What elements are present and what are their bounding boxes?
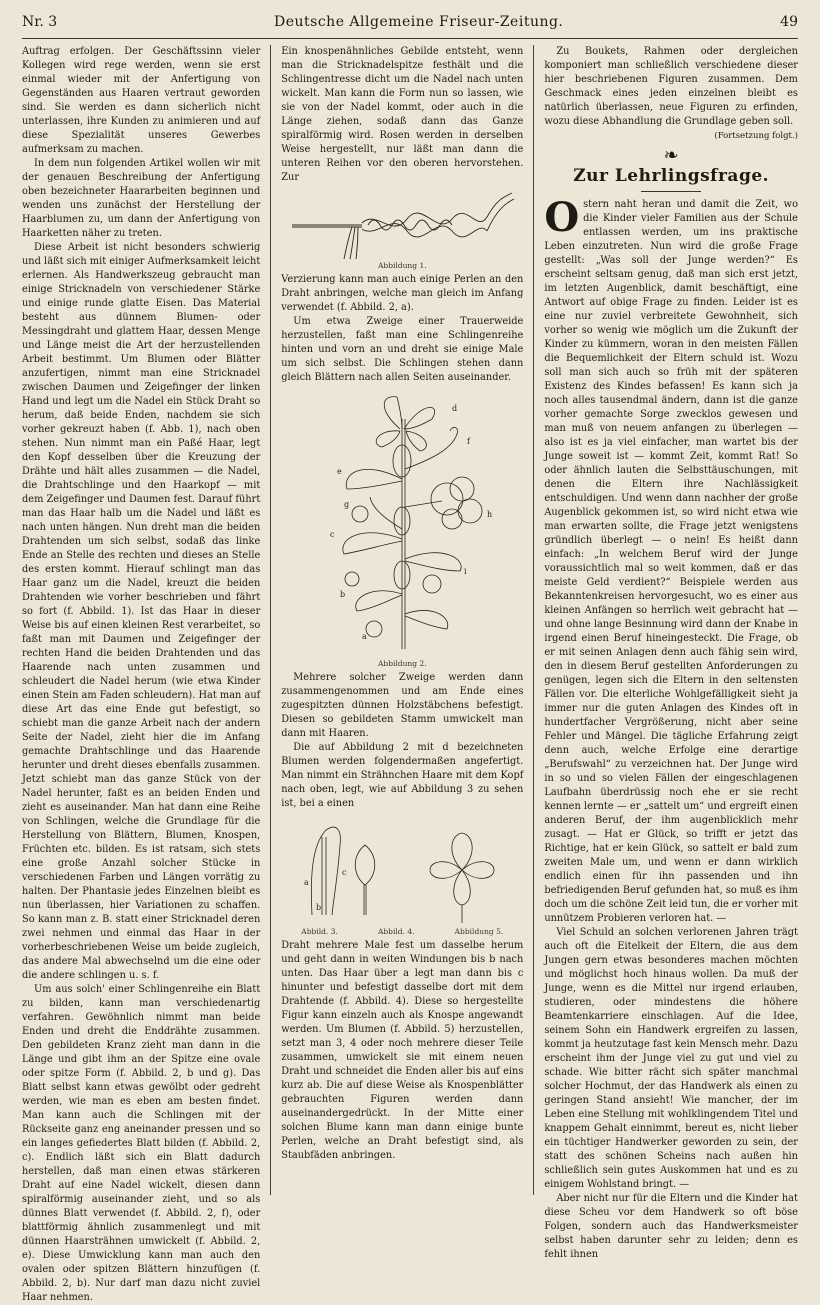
column-2 [281, 45, 523, 1195]
issue-number: Nr. 3 [22, 14, 58, 30]
figure-label: g [344, 500, 350, 509]
figure-1 [281, 189, 523, 271]
continued-note: (Fortsetzung folgt.) [714, 131, 798, 141]
hair-loop-illustration [282, 189, 522, 261]
paragraph [544, 194, 798, 926]
paragraph: In dem nun folgenden Artikel wollen wir mit der genauen Beschreibung der Anfertigung oben bezeichneter Haararbeiten beginnen und wenden uns zunächst der Herstellung der Haarblumen zu, um dann der Anfertigung von Haarketten näher zu treten. [22, 158, 261, 239]
figure-label: c [342, 868, 347, 877]
figure-label: a [304, 878, 310, 887]
paragraph: Auftrag erfolgen. Der Geschäftssinn vieler Kollegen wird rege werden, wenn sie erst einmal wieder mit der Anfertigung von Gegenständen aus Haaren vertraut geworden sind. Sie werden es dann sicherlich nicht unterlassen, ihre Kunden zu animieren und auf diese Spezialität unseres Gewerbes aufmerksam zu machen. [22, 46, 261, 155]
figure-2 [281, 389, 523, 669]
figure-caption: Abbildung 2. [377, 659, 427, 668]
figure-caption: Abbildung 1. [377, 261, 427, 270]
figure-label: c [330, 530, 335, 539]
paragraph: Viel Schuld an solchen verlorenen Jahren trägt auch oft die Eitelkeit der Eltern, die aus dem Jungen gern etwas besonderes machen möchten und möglichst hoch hinaus wollen. Da muß der Junge, wenn es die Mittel nur irgend erlauben, studieren, oder mindestens die höhere Beamtenkarriere einschlagen. Auf die Idee, seinem Sohn ein Handwerk ergreifen zu lassen, kommt ja heutzutage fast kein Mensch mehr. Dazu erscheint ihm der Junge viel zu gut und viel zu schade. Wie bitter rächt sich später manchmal solcher Hochmut, der das Handwerk als einen zu geringen Stand ansieht! Wie mancher, der im Leben eine Stellung mit wohlklingendem Titel und knappem Gehalt einnimmt, bereut es, nicht lieber ein tüchtiger Handwerker geworden zu sein, der statt des schönen Scheins nach außen hin schließlich sein gutes Auskommen hat und es zu einigem Wohlstand bringt. — [544, 927, 798, 1190]
figure-label: e [337, 467, 343, 476]
columns [22, 45, 798, 1303]
hair-petal-illustrations [282, 815, 522, 927]
figure-label: f [467, 437, 471, 446]
figure-label: b [316, 903, 322, 912]
column-1 [22, 45, 261, 1303]
figure-label: a [362, 632, 368, 641]
column-divider [533, 45, 534, 1195]
column-3 [544, 45, 798, 1260]
paragraph: Um aus solch' einer Schlingenreihe ein Blatt zu bilden, kann man verschiedenartig verfahren. Gewöhnlich nimmt man beide Enden und dreht die Enddrähte zusammen. Den gebildeten Kranz zieht man dann in die Länge und gibt ihm an der Spitze eine ovale oder spitze Form (f. Abbild. 2, b und g). Das Blatt selbst kann etwas gewölbt oder gedreht werden, wie man es eben am besten findet. Man kann auch die Schlingen mit der Rückseite ganz eng aneinander pressen und so ein langes gefiedertes Blatt bilden (f. Abbild. 2, c). Endlich läßt sich ein Blatt dadurch herstellen, daß man einen etwas stärkeren Draht auf eine Nadel wickelt, diesen dann spiralförmig auseinander zieht, und so als dünnes Blatt verwendet (f. Abbild. 2, f), oder blattförmig ähnlich zusammenlegt und mit dünnen Haarsträhnen umwickelt (f. Abbild. 2, e). Diese Umwicklung kann man auch den ovalen oder spitzen Blättern hinzufügen (f. Abbild. 2, b). Nur darf man dazu nicht zuviel Haar nehmen. [22, 984, 261, 1303]
title-rule [641, 191, 701, 192]
paragraph: Die auf Abbildung 2 mit d bezeichneten Blumen werden folgendermaßen angefertigt. Man nimmt ein Strähnchen Haare mit dem Kopf nach oben, legt, wie auf Abbildung 3 zu sehen ist, bei a einen [281, 742, 524, 809]
figure-captions [281, 927, 523, 937]
figure-caption: Abbild. 3. [301, 927, 338, 936]
paragraph-text: stern naht heran und damit die Zeit, wo die Kinder vieler Familien aus der Schule entlassen werden, um ins praktische Leben einzutreten. Nun wird die große Frage gestellt: „Was soll der Junge werden?“ Es erscheint seltsam genug, daß man sich erst jetzt, im letzten Augenblick, damit beschäftigt, eine Antwort auf obige Frage zu finden. Leider ist es eine nur zuviel verbreitete Gewohnheit, sich vorher so wenig wie möglich um die Zukunft der Kinder zu kümmern, woran in den meisten Fällen die Bequemlichkeit der Eltern schuld ist. Wozu soll man sich auch so früh mit der späteren Existenz des Kindes befassen! Es kann sich ja noch alles tausendmal ändern, dann ist die ganze vorher gemachte Sorge zwecklos gewesen und man muß von neuem anfangen zu überlegen — also ist es ja viel einfacher, man wartet bis der Junge soweit ist — kommt Zeit, kommt Rat! So oder ähnlich lauten die Selbsttäuschungen, mit denen die Eltern ihre Nachlässigkeit entschuldigen. Und wenn dann nachher der große Augenblick gekommen ist, so wird nicht etwa wie man erwarten sollte, die Frage jetzt wenigstens gründlich überlegt — o nein! Es heißt dann einfach: „In welchem Beruf wird der Junge voraussichtlich mal so weit kommen, daß er das meiste Geld verdient?“ Beispiele werden aus Bekanntenkreisen hervorgesucht, wo es einer aus kleinen Anfängen so herrlich weit gebracht hat — und ohne lange Besinnung wird dann der Knabe in irgend einen Beruf hineingesteckt. Die Frage, ob er mit seinen Anlagen denn auch fähig sein wird, den in diesem Beruf gestellten Anforderungen zu genügen, legen sich die Eltern in den seltensten Fällen vor. Die elterliche Wohlgefälligkeit sieht ja immer nur die guten Anlagen des Kindes oft in hundertfacher Vergrößerung, nicht aber seine Fehler und Mängel. Die tägliche Erfahrung zeigt denn auch, welche Erfolge eine derartige „Berufswahl“ zu verzeichnen hat. Der Junge wird in so und so vielen Fällen der eingeschlagenen Laufbahn überdrüssig noch ehe er sie recht kennen lernte — er „sattelt um“ und ergreift einen anderen Beruf, der ihm augenblicklich mehr zusagt. — Hat er Glück, so trifft er jetzt das Richtige, hat er kein Glück, so sattelt er bald zum zweiten Male um, und wenn er dann wirklich endlich einen für ihn passenden und ihn befriedigenden Beruf gefunden hat, so muß es ihm doch um die schöne Zeit leid tun, die er vorher mit unnützem Probieren verloren hat. — [544, 199, 798, 924]
paragraph: Ein knospenähnliches Gebilde entsteht, wenn man die Stricknadelspitze festhält und die Schlingentresse dicht um die Nadel nach unten wickelt. Man kann die Form nun so lassen, wie sie von der Nadel kommt, oder auch in die Länge ziehen, sodaß dann das Ganze spiralförmig wird. Rosen werden in derselben Weise hergestellt, nur läßt man dann die unteren Reihen vor den oberen hervorstehen. Zur [281, 46, 524, 183]
figures-3-4-5 [281, 815, 523, 937]
hair-flower-branch-illustration [282, 389, 522, 659]
section-title: Zur Lehrlingsfrage. [573, 166, 770, 186]
page-number: 49 [780, 14, 798, 30]
figure-label: b [340, 590, 346, 599]
figure-label: d [452, 404, 458, 413]
figure-caption: Abbildung 5. [454, 927, 504, 936]
paragraph: Zu Boukets, Rahmen oder dergleichen komponiert man schließlich verschiedene dieser hier beschriebenen Figuren zusammen. Dem Geschmack eines jeden einzelnen bleibt es natürlich überlassen, neue Figuren zu erfinden, wozu diese Abhandlung die Grundlage geben soll. [544, 46, 798, 127]
figure-label: i [464, 567, 467, 576]
paragraph: Aber nicht nur für die Eltern und die Kinder hat diese Scheu vor dem Handwerk so oft böse Folgen, sondern auch das Handwerksmeister selbst haben darunter sehr zu leiden; denn es fehlt ihnen [544, 1193, 798, 1260]
paragraph: Diese Arbeit ist nicht besonders schwierig und läßt sich mit einiger Aufmerksamkeit leicht erlernen. Als Handwerkszeug gebraucht man einige Stricknadeln von verschiedener Stärke und einige runde glatte Eisen. Das Material besteht aus dünnem Blumen- oder Messingdraht und glattem Haar, dessen Menge und Länge meist die Art der herzustellenden Arbeit bestimmt. Um Blumen oder Blätter anzufertigen, nimmt man eine Stricknadel zwischen Daumen und Zeigefinger der linken Hand und legt um die Nadel ein Stück Draht so herum, daß beide Enden, nachdem sie sich vorher gekreuzt haben (f. Abb. 1), nach oben stehen. Nun nimmt man ein Paßé Haar, legt den Kopf desselben über die Kreuzung der Drähte und hält alles zusammen — die Nadel, die Drahtschlinge und den Haarkopf — mit dem Zeigefinger und Daumen fest. Darauf führt man das Haar halb um die Nadel und läßt es nach unten hängen. Nun dreht man die beiden Drahtenden um sich selbst, sodaß das linke Ende an Stelle des rechten und dieses an Stelle des ersten kommt. Hierauf schlingt man das Haar ganz um die Nadel, kreuzt die beiden Drahtenden wie vorher beschrieben und fährt so fort (f. Abbild. 1). Ist das Haar in dieser Weise bis auf einen kleinen Rest verarbeitet, so faßt man mit Daumen und Zeigefinger der rechten Hand die beiden Drahtenden und das Haarende nach unten zusammen und schleudert die Nadel herum (wie etwa Kinder einen Stein am Faden schleudern). Hat man auf diese Art das eine Ende gut befestigt, so schiebt man die ganze Arbeit nach der andern Seite der Nadel, zieht hier die im Anfang gemachte Drahtschlinge und das Haarende herunter und dreht dieses ebenfalls zusammen. Jetzt schiebt man das ganze Stück von der Nadel herunter, faßt es an beiden Enden und zieht es auseinander. Man hat dann eine Reihe von Schlingen, welche die Grundlage für die Herstellung von Blättern, Blumen, Knospen, Früchten etc. bilden. Es ist ratsam, sich stets eine große Anzahl solcher Stücke in verschiedenen Farben und Längen vorrätig zu halten. Der Phantasie jedes Einzelnen bleibt es nun überlassen, hier Variationen zu schaffen. So kann man z. B. statt einer Stricknadel deren zwei nehmen und einmal das Haar in der vorherbeschriebenen Weise um beide zugleich, das andere Mal abwechselnd um die eine oder die andere schlingen u. s. f. [22, 242, 261, 981]
column-divider [270, 45, 271, 1195]
drop-cap: O [544, 194, 580, 241]
fleuron-ornament: ❧ [663, 145, 679, 166]
paragraph: Um etwa Zweige einer Trauerweide herzustellen, faßt man eine Schlingenreihe hinten und vorn an und dreht sie einige Male um sich selbst. Die Schlingen stehen dann gleich Blättern nach allen Seiten auseinander. [281, 316, 524, 383]
figure-caption: Abbild. 4. [377, 927, 415, 936]
paragraph: Draht mehrere Male fest um dasselbe herum und geht dann in weiten Windungen bis b nach unten. Das Haar über a legt man dann bis c hinunter und befestigt dasselbe dort mit dem Drahtende (f. Abbild. 4). Diese so hergestellte Figur kann einzeln auch als Knospe angewandt werden. Um Blumen (f. Abbild. 5) herzustellen, setzt man 3, 4 oder noch mehrere dieser Teile zusammen, umwickelt sie mit einem neuen Draht und schneidet die Enden aller bis auf eins kurz ab. Die auf diese Weise als Knospenblätter gebrauchten Figuren werden dann auseinandergedrückt. In der Mitte einer solchen Blume kann man dann einige bunte Perlen, welche an Draht befestigt sind, als Staubfäden anbringen. [281, 940, 524, 1161]
header-rule [22, 38, 798, 39]
paragraph: Mehrere solcher Zweige werden dann zusammengenommen und am Ende eines zugespitzten dünnen Holzstäbchens befestigt. Diesen so gebildeten Stamm umwickelt man dann mit Haaren. [281, 672, 524, 739]
paragraph: Verzierung kann man auch einige Perlen an den Draht anbringen, welche man gleich im Anfang verwendet (f. Abbild. 2, a). [281, 274, 524, 313]
page-header [22, 14, 798, 36]
figure-label: h [487, 510, 493, 519]
newspaper-title: Deutsche Allgemeine Friseur-Zeitung. [274, 14, 564, 30]
